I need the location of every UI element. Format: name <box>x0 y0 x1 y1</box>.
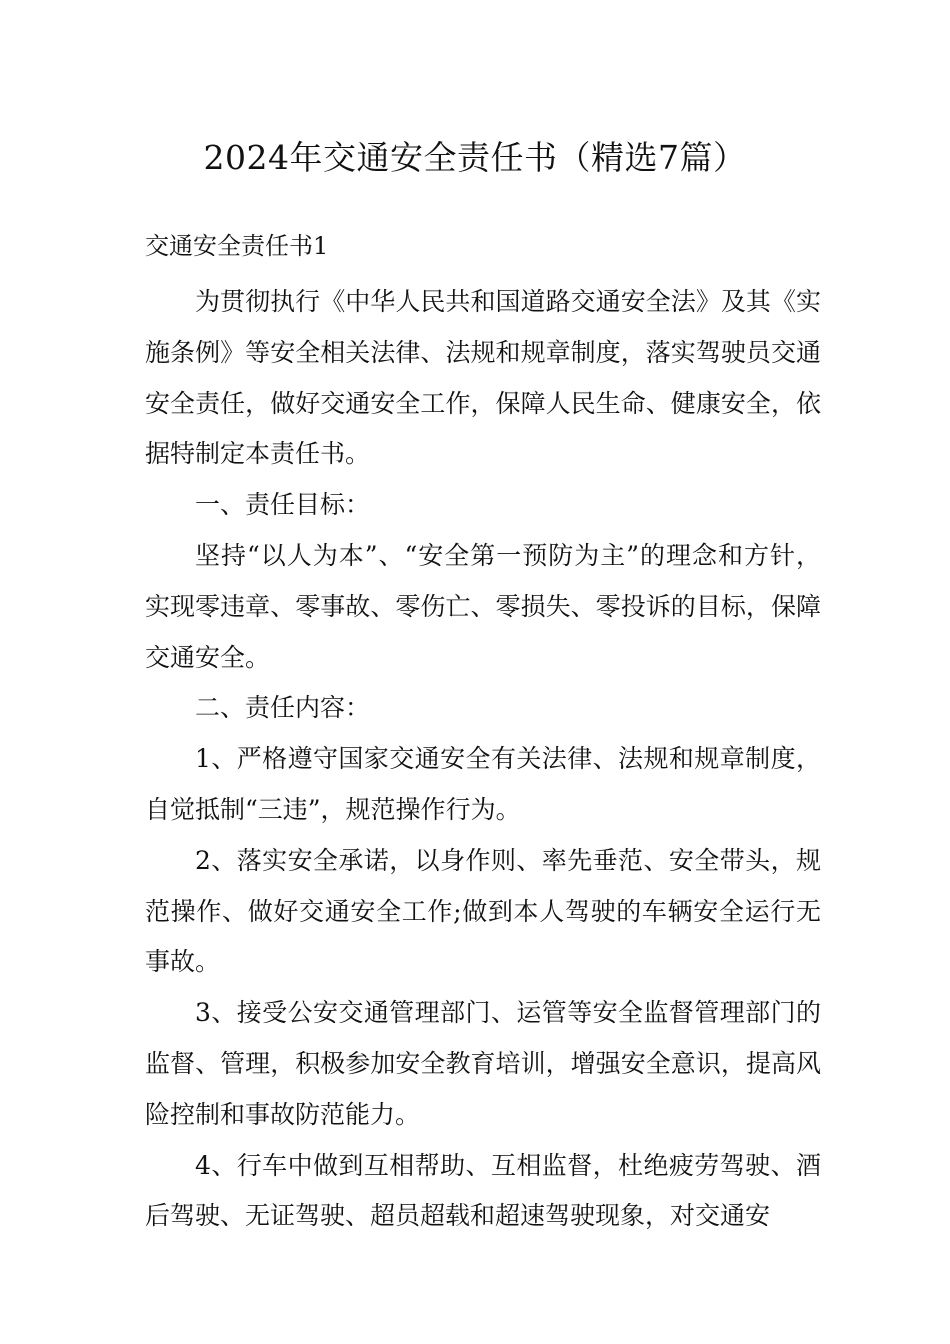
paragraph-goal: 坚持“以人为本”、“安全第一预防为主”的理念和方针，实现零违章、零事故、零伤亡、零损失、零投诉的目标，保障交通安全。 <box>145 540 821 672</box>
section-heading: 交通安全责任书1 <box>145 232 329 260</box>
paragraph-item-1: 1、严格遵守国家交通安全有关法律、法规和规章制度，自觉抵制“三违”，规范操作行为。 <box>145 744 821 824</box>
paragraph-item-3: 3、接受公安交通管理部门、运管等安全监督管理部门的监督、管理，积极参加安全教育培训，增强安全意识，提高风险控制和事故防范能力。 <box>145 998 821 1129</box>
paragraph-intro: 为贯彻执行《中华人民共和国道路交通安全法》及其《实施条例》等安全相关法律、法规和规章制度，落实驾驶员交通安全责任，做好交通安全工作，保障人民生命、健康安全，依据特制定本责任书。 <box>145 287 821 469</box>
paragraph-item-2: 2、落实安全承诺，以身作则、率先垂范、安全带头，规范操作、做好交通安全工作;做到本人驾驶的车辆安全运行无事故。 <box>145 845 821 977</box>
document-title: 2024年交通安全责任书（精选7篇） <box>203 138 747 177</box>
paragraph-heading-content: 二、责任内容： <box>195 693 371 723</box>
paragraph-heading-goal: 一、责任目标： <box>195 490 371 520</box>
document-body <box>145 277 821 1242</box>
paragraph-item-4: 4、行车中做到互相帮助、互相监督，杜绝疲劳驾驶、酒后驾驶、无证驾驶、超员超载和超速驾驶现象，对交通安 <box>145 1150 821 1231</box>
